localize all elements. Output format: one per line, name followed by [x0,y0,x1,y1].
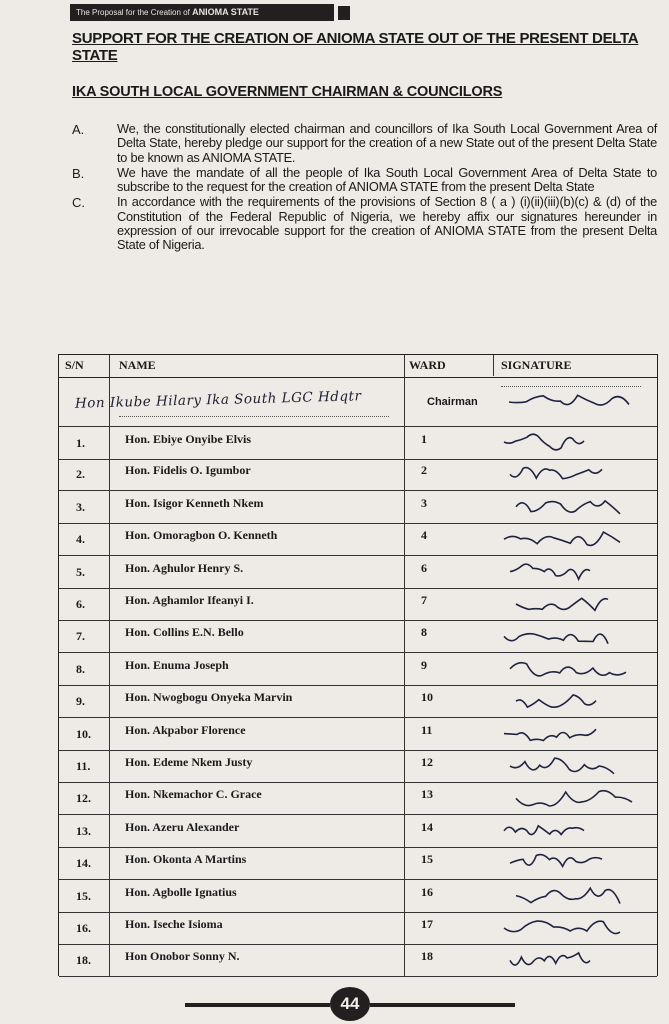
table-row [59,426,657,460]
row-ward: 15 [421,852,433,867]
table-row [59,912,657,945]
clause-letter: A. [72,122,85,137]
row-name: Hon. Azeru Alexander [125,819,240,834]
row-name: Hon. Fidelis O. Igumbor [125,463,251,478]
row-sn: 8. [76,661,85,676]
table-row [59,556,657,589]
header-signature: SIGNATURE [501,358,572,372]
row-sn: 18. [76,953,91,968]
row-ward: 4 [421,528,427,543]
header-ward: WARD [409,358,446,372]
row-sn: 6. [76,597,85,611]
row-ward: 9 [421,657,427,672]
signature-table [58,354,658,976]
table-row [59,491,657,524]
table-row [59,458,657,491]
row-name: Hon. Isigor Kenneth Nkem [125,495,264,510]
row-name: Hon. Agbolle Ignatius [125,884,237,899]
chairman-role: Chairman [427,396,478,408]
table-row [59,750,657,783]
page-title: SUPPORT FOR THE CREATION OF ANIOMA STATE OUT OF THE PRESENT DELTA STATE [72,30,639,64]
row-sn: 1. [76,436,85,450]
header-square-mark [338,6,350,20]
row-ward: 7 [421,593,427,607]
row-sn: 9. [76,694,85,709]
row-ward: 3 [421,495,427,510]
row-name: Hon. Omoragbon O. Kenneth [125,528,278,543]
row-ward: 12 [421,755,433,769]
table-row [59,944,657,977]
page-subtitle: IKA SOUTH LOCAL GOVERNMENT CHAIRMAN & COUNCILORS [72,84,503,100]
row-name: Hon. Edeme Nkem Justy [125,755,253,769]
chairman-row [59,380,657,424]
table-row [59,588,657,621]
row-name: Hon. Collins E.N. Bello [125,625,244,640]
page-number: 44 [330,987,370,1021]
table-row [59,782,657,815]
row-ward: 10 [421,690,433,705]
clause-letter: C. [72,195,85,211]
row-sn: 14. [76,856,91,871]
row-ward: 1 [421,432,427,446]
row-sn: 4. [76,532,85,547]
row-sn: 5. [76,564,85,579]
table-row [59,847,657,880]
clause-a [72,122,657,165]
row-name: Hon. Nwogbogu Onyeka Marvin [125,690,293,705]
row-name: Hon. Nkemachor C. Grace [125,787,262,802]
row-name: Hon. Akpabor Florence [125,722,246,737]
footer-rule-right [370,1003,515,1007]
row-name: Hon. Enuma Joseph [125,657,229,672]
header-sn: S/N [65,358,84,372]
row-ward: 17 [421,917,433,931]
clause-c [72,195,657,252]
running-header-prefix: The Proposal for the Creation of [76,8,190,17]
clause-letter: B. [72,165,85,181]
row-sn: 11. [76,759,91,773]
table-row [59,685,657,718]
row-ward: 11 [421,722,433,737]
row-ward: 13 [421,787,433,802]
row-sn: 15. [76,888,91,903]
table-row [59,620,657,653]
clause-b [72,166,657,195]
row-sn: 12. [76,791,91,806]
row-ward: 8 [421,625,427,640]
table-header [59,354,657,378]
table-row [59,653,657,686]
clause-text: We have the mandate of all the people of Ika South Local Government Area of Delta State to subscribe to the request for the creation of ANIOMA STATE from the present Delta State [117,164,657,195]
footer-rule-left [185,1003,330,1007]
row-ward: 14 [421,819,433,834]
row-name: Hon. Iseche Isioma [125,917,223,931]
running-header-strong: ANIOMA STATE [192,7,259,17]
row-ward: 6 [421,560,427,575]
row-sn: 10. [76,726,91,741]
row-sn: 3. [76,499,85,514]
row-ward: 18 [421,949,433,964]
clause-text: We, the constitutionally elected chairman and councillors of Ika South Local Government Area of Delta State, hereby pledge our support for the creation of a new State out of the present Delta State to be known as ANIOMA STATE. [117,121,657,165]
clause-text: In accordance with the requirements of the provisions of Section 8 ( a ) (i)(ii)(iii)(b)(c) & (d) of the Constitution of the Federal Republic of Nigeria, we hereby affix our signatures hereunder in expression of our irrevocable support for the creation of ANIOMA STATE from the present Delta State of Nigeria. [117,194,657,253]
row-sn: 16. [76,921,91,935]
table-row [59,815,657,848]
row-sn: 2. [76,467,85,482]
clause-list [72,122,657,254]
row-name: Hon. Ebiye Onyibe Elvis [125,432,252,446]
row-name: Hon Onobor Sonny N. [125,949,240,964]
row-ward: 2 [421,463,427,478]
table-row [59,718,657,751]
row-sn: 7. [76,629,85,644]
row-name: Hon. Aghamlor Ifeanyi I. [125,593,254,607]
table-row [59,880,657,913]
table-row [59,523,657,556]
header-name: NAME [119,358,156,372]
row-ward: 16 [421,884,433,899]
row-sn: 13. [76,823,91,838]
running-header [70,4,334,21]
row-name: Hon. Okonta A Martins [125,852,247,867]
chairman-handwritten-name: Hon Ikube Hilary Ika South LGC Hdqtr [74,388,362,412]
row-name: Hon. Aghulor Henry S. [125,560,244,575]
